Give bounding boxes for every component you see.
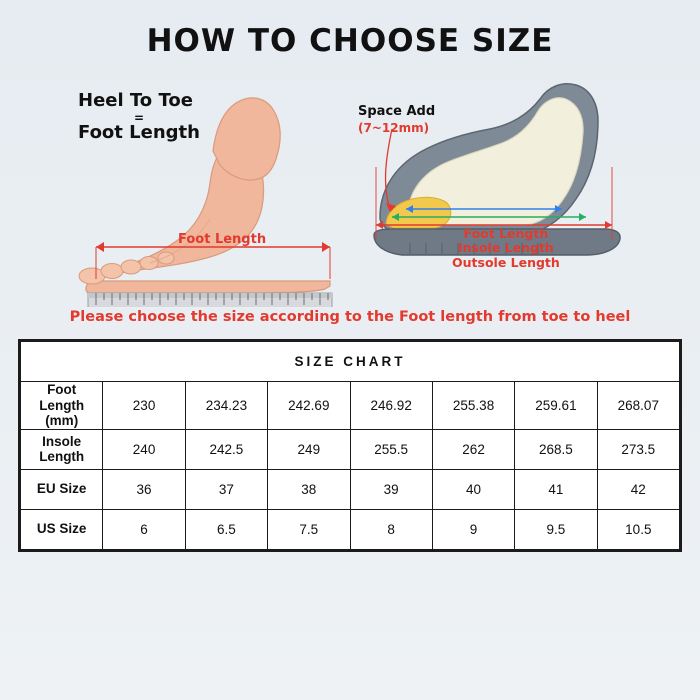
measure-foot-length: Foot Length (463, 226, 549, 241)
cell: 40 (432, 469, 514, 509)
row-header-insole-length: Insole Length (21, 429, 103, 469)
cell: 42 (597, 469, 679, 509)
shoe-cross-section-illustration (350, 67, 670, 307)
cell: 273.5 (597, 429, 679, 469)
instruction-caption: Please choose the size according to the Foot length from toe to heel (69, 309, 631, 325)
foot-length-arrow-label: Foot Length (178, 232, 267, 247)
cell: 37 (185, 469, 267, 509)
size-chart-title: SIZE CHART (21, 342, 680, 382)
cell: 262 (432, 429, 514, 469)
space-add-label (358, 105, 435, 136)
heel-to-toe-label (78, 91, 200, 143)
row-header-eu-size: EU Size (21, 469, 103, 509)
cell: 8 (350, 509, 432, 549)
table-title-row (21, 342, 680, 382)
table-row (21, 429, 680, 469)
size-chart-table (20, 341, 680, 550)
row-header-us-size: US Size (21, 509, 103, 549)
table-row (21, 382, 680, 430)
row-header-foot-length-unit: (mm) (45, 413, 79, 429)
table-row (21, 469, 680, 509)
cell: 39 (350, 469, 432, 509)
cell: 255.5 (350, 429, 432, 469)
heel-to-toe-line1: Heel To Toe (78, 90, 193, 111)
illustration-area (0, 67, 700, 307)
shoe-measure-labels (452, 227, 560, 270)
cell: 234.23 (185, 382, 267, 430)
cell: 38 (268, 469, 350, 509)
space-add-value: (7~12mm) (358, 120, 430, 135)
cell: 36 (103, 469, 185, 509)
heel-to-toe-line2: Foot Length (78, 121, 200, 143)
size-chart-container (18, 339, 682, 552)
ruler-graphic (51, 293, 350, 307)
cell: 230 (103, 382, 185, 430)
cell: 9.5 (515, 509, 597, 549)
cell: 255.38 (432, 382, 514, 430)
cell: 259.61 (515, 382, 597, 430)
cell: 10.5 (597, 509, 679, 549)
cell: 242.69 (268, 382, 350, 430)
cell: 246.92 (350, 382, 432, 430)
cell: 268.5 (515, 429, 597, 469)
measure-insole-length: Insole Length (457, 240, 554, 256)
cell: 6 (103, 509, 185, 549)
cell: 242.5 (185, 429, 267, 469)
cell: 7.5 (268, 509, 350, 549)
space-add-text: Space Add (358, 104, 436, 119)
cell: 41 (515, 469, 597, 509)
cell: 268.07 (597, 382, 679, 430)
table-row (21, 509, 680, 549)
row-header-foot-length-label: Foot Length (39, 382, 85, 413)
measure-outsole-length: Outsole Length (452, 254, 560, 270)
heel-to-toe-equals: = (133, 110, 145, 125)
page-title: HOW TO CHOOSE SIZE (146, 23, 554, 59)
cell: 9 (432, 509, 514, 549)
cell: 249 (268, 429, 350, 469)
cell: 6.5 (185, 509, 267, 549)
cell: 240 (103, 429, 185, 469)
row-header-foot-length (21, 382, 103, 430)
